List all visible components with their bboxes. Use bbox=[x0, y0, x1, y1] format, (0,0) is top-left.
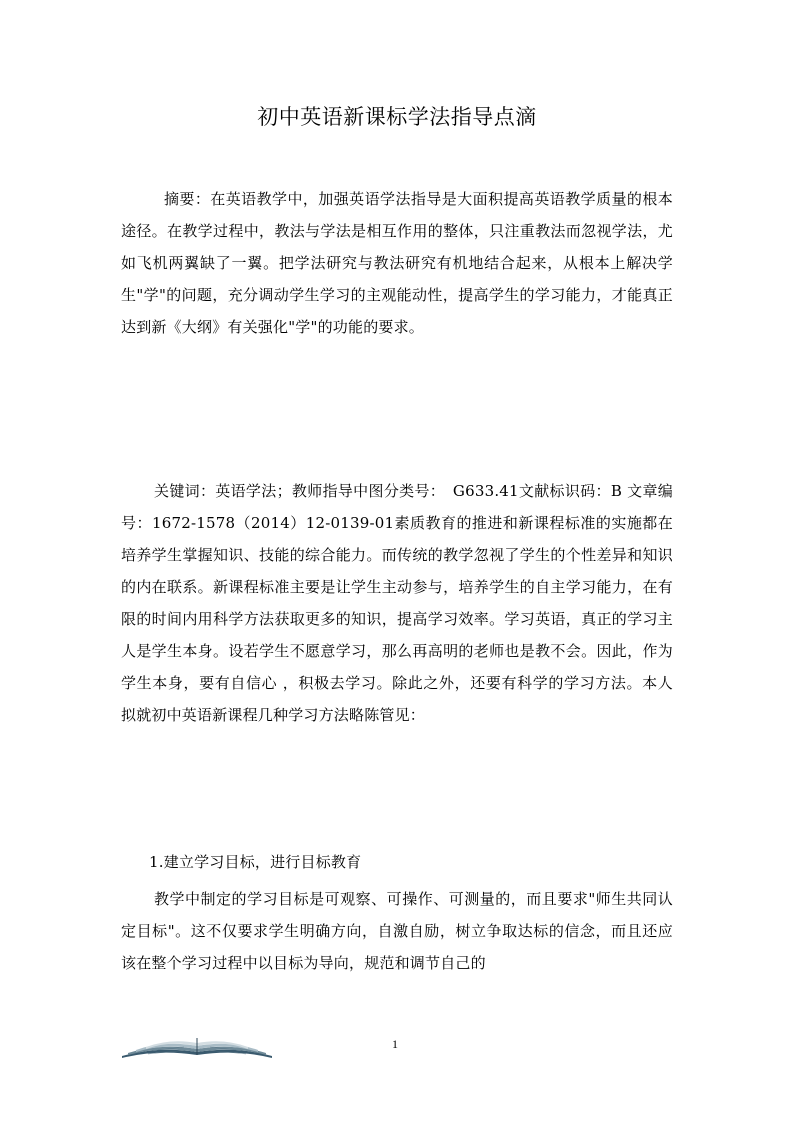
section-body-paragraph: 教学中制定的学习目标是可观察、可操作、可测量的，而且要求"师生共同认定目标"。这不仅要求学生明确方向，自激自励，树立争取达标的信念，而且还应该在整个学习过程中以目标为导向，规范和调节自己的 bbox=[121, 890, 673, 972]
open-book-icon bbox=[118, 1032, 276, 1060]
page-number: 1 bbox=[392, 1037, 398, 1051]
abstract-paragraph: 摘要：在英语教学中，加强英语学法指导是大面积提高英语教学质量的根本途径。在教学过程中，教法与学法是相互作用的整体，只注重教法而忽视学法，尤如飞机两翼缺了一翼。把学法研究与教法研究有机地结合起来，从根本上解决学生"学"的问题，充分调动学生学习的主观能动性，提高学生的学习能力，才能真正 达到新《大纲》有关强化"学"的功能的要求。 bbox=[121, 190, 673, 336]
keywords-intro-paragraph: 关键词：英语学法；教师指导中图分类号： G633.41文献标识码：B 文章编号：1672-1578（2014）12-0139-01素质教育的推进和新课程标准的实施都在培养学生掌握知识、技能的综合能力。而传统的教学忽视了学生的个性差异和知识的内在联系。新课程标准主要是让学生主动参与，培养学生的自主学习能力，在有限的时间内用科学方法获取更多的知识，提高学习效率。学习英语，真正的学习主人是学生本身。设若学生不愿意学习，那么再高明的老师也是教不会。因此，作为学生本身，要有自信心 ，积极去学习。除此之外，还要有科学的学习方法。本人拟就初中英语新课程几种学习方法略陈管见： bbox=[121, 482, 673, 724]
section-heading: 1.建立学习目标，进行目标教育 bbox=[149, 853, 362, 871]
document-title: 初中英语新课标学法指导点滴 bbox=[257, 105, 537, 129]
